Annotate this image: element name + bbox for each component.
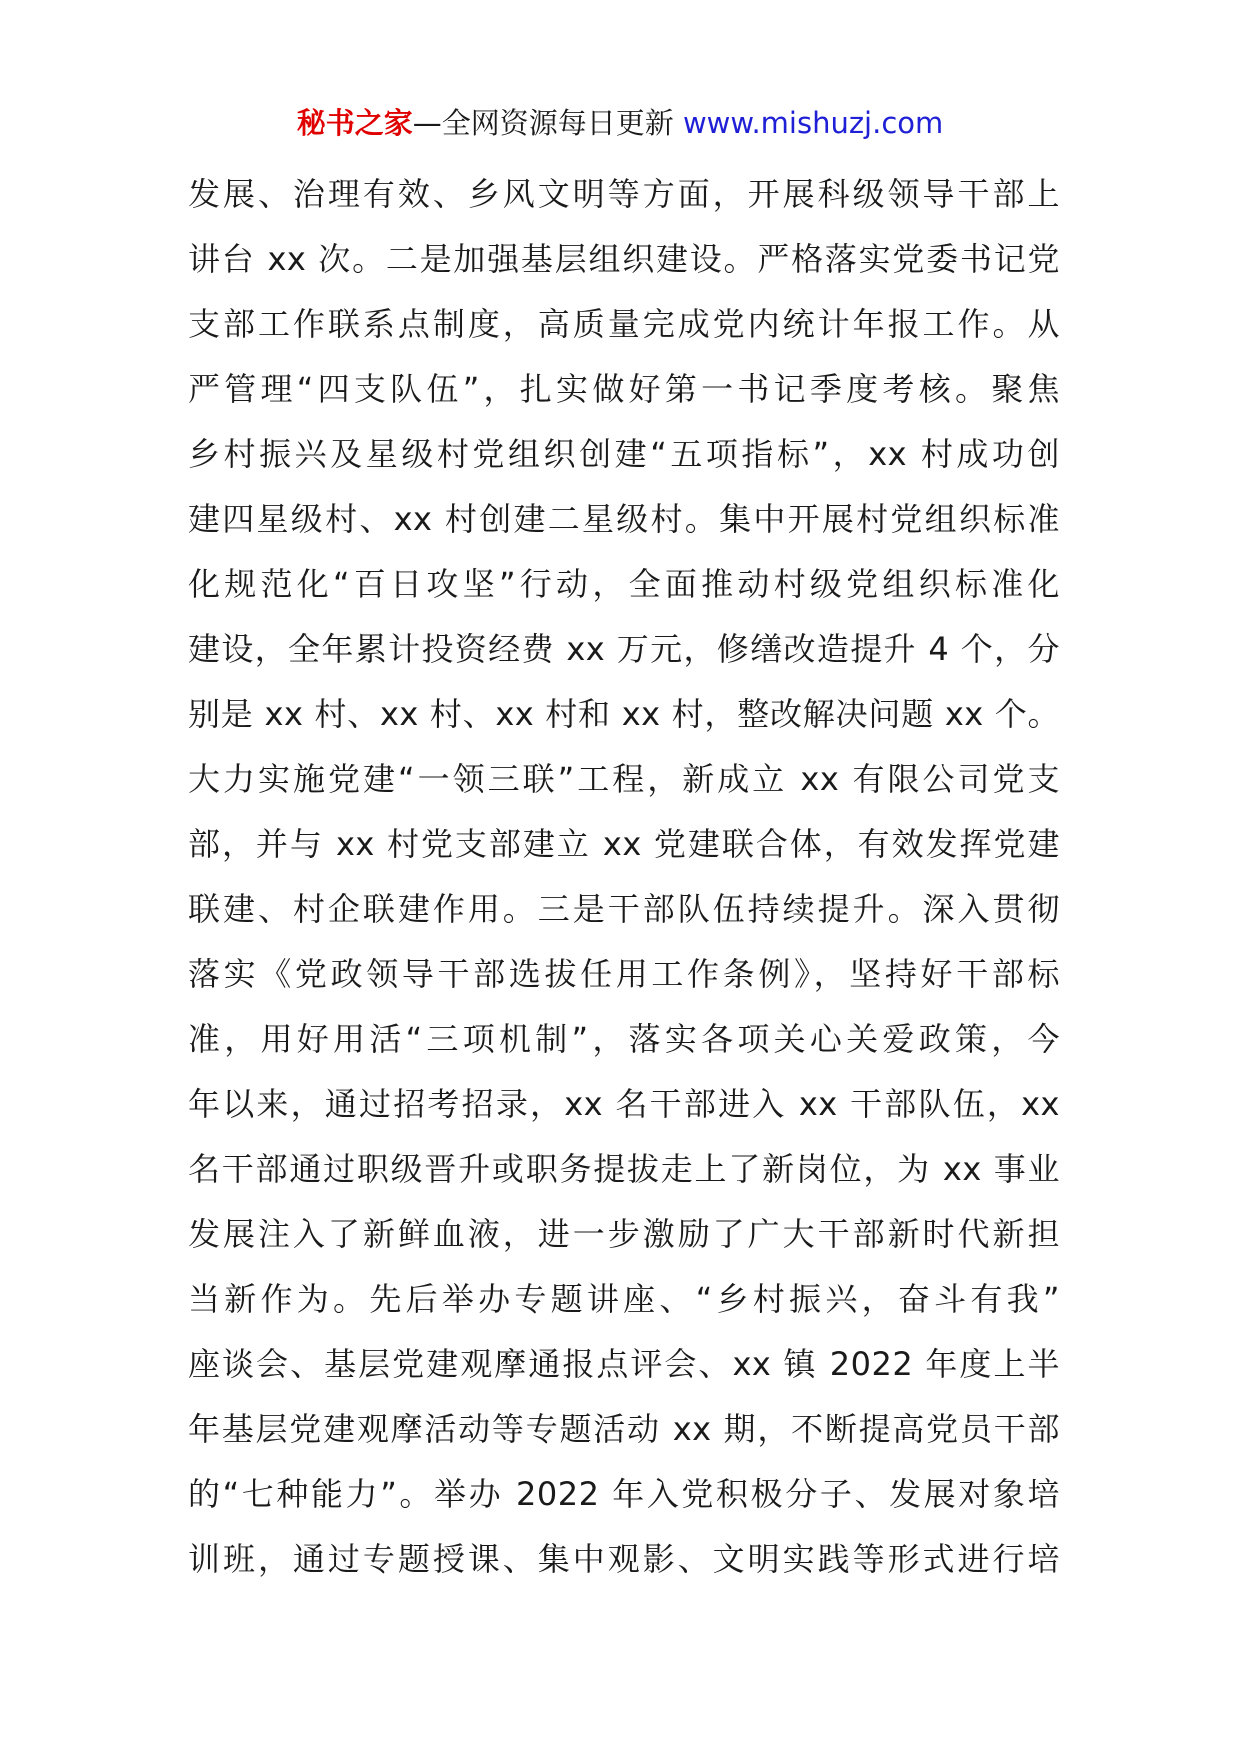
- text-line: 年基层党建观摩活动等专题活动 xx 期，不断提高党员干部: [188, 1410, 1060, 1448]
- text-line: 乡村振兴及星级村党组织创建“五项指标”，xx 村成功创: [188, 435, 1060, 473]
- text-line: 部，并与 xx 村党支部建立 xx 党建联合体，有效发挥党建: [188, 825, 1060, 863]
- text-line: 建四星级村、xx 村创建二星级村。集中开展村党组织标准: [188, 500, 1060, 538]
- page-header: [0, 100, 1240, 146]
- website-link[interactable]: www.mishuzj.com: [682, 106, 944, 140]
- text-line: 建设，全年累计投资经费 xx 万元，修缮改造提升 4 个，分: [188, 630, 1060, 668]
- brand-name: 秘书之家: [296, 106, 413, 140]
- text-line: 座谈会、基层党建观摩通报点评会、xx 镇 2022 年度上半: [188, 1345, 1060, 1383]
- text-line: 发展注入了新鲜血液，进一步激励了广大干部新时代新担: [188, 1215, 1060, 1253]
- header-tagline: 全网资源每日更新: [441, 106, 674, 140]
- text-line: 别是 xx 村、xx 村、xx 村和 xx 村，整改解决问题 xx 个。: [188, 695, 1060, 733]
- text-line: 的“七种能力”。举办 2022 年入党积极分子、发展对象培: [188, 1475, 1060, 1513]
- text-line: 准，用好用活“三项机制”，落实各项关心关爱政策，今: [188, 1020, 1060, 1058]
- text-line: 名干部通过职级晋升或职务提拔走上了新岗位，为 xx 事业: [188, 1150, 1060, 1188]
- text-line: 发展、治理有效、乡风文明等方面，开展科级领导干部上: [188, 175, 1060, 213]
- text-line: 讲台 xx 次。二是加强基层组织建设。严格落实党委书记党: [188, 240, 1060, 278]
- text-line: 年以来，通过招考招录，xx 名干部进入 xx 干部队伍，xx: [188, 1085, 1060, 1123]
- text-line: 落实《党政领导干部选拔任用工作条例》，坚持好干部标: [188, 955, 1060, 993]
- text-line: 化规范化“百日攻坚”行动，全面推动村级党组织标准化: [188, 565, 1060, 603]
- document-body: [188, 162, 1060, 1592]
- text-line: 当新作为。先后举办专题讲座、“乡村振兴，奋斗有我”: [188, 1280, 1060, 1318]
- text-line: 联建、村企联建作用。三是干部队伍持续提升。深入贯彻: [188, 890, 1060, 928]
- header-dash: —: [412, 106, 442, 140]
- text-line: 严管理“四支队伍”，扎实做好第一书记季度考核。聚焦: [188, 370, 1060, 408]
- text-line: 支部工作联系点制度，高质量完成党内统计年报工作。从: [188, 305, 1060, 343]
- text-line: 训班，通过专题授课、集中观影、文明实践等形式进行培: [188, 1540, 1060, 1578]
- text-line: 大力实施党建“一领三联”工程，新成立 xx 有限公司党支: [188, 760, 1060, 798]
